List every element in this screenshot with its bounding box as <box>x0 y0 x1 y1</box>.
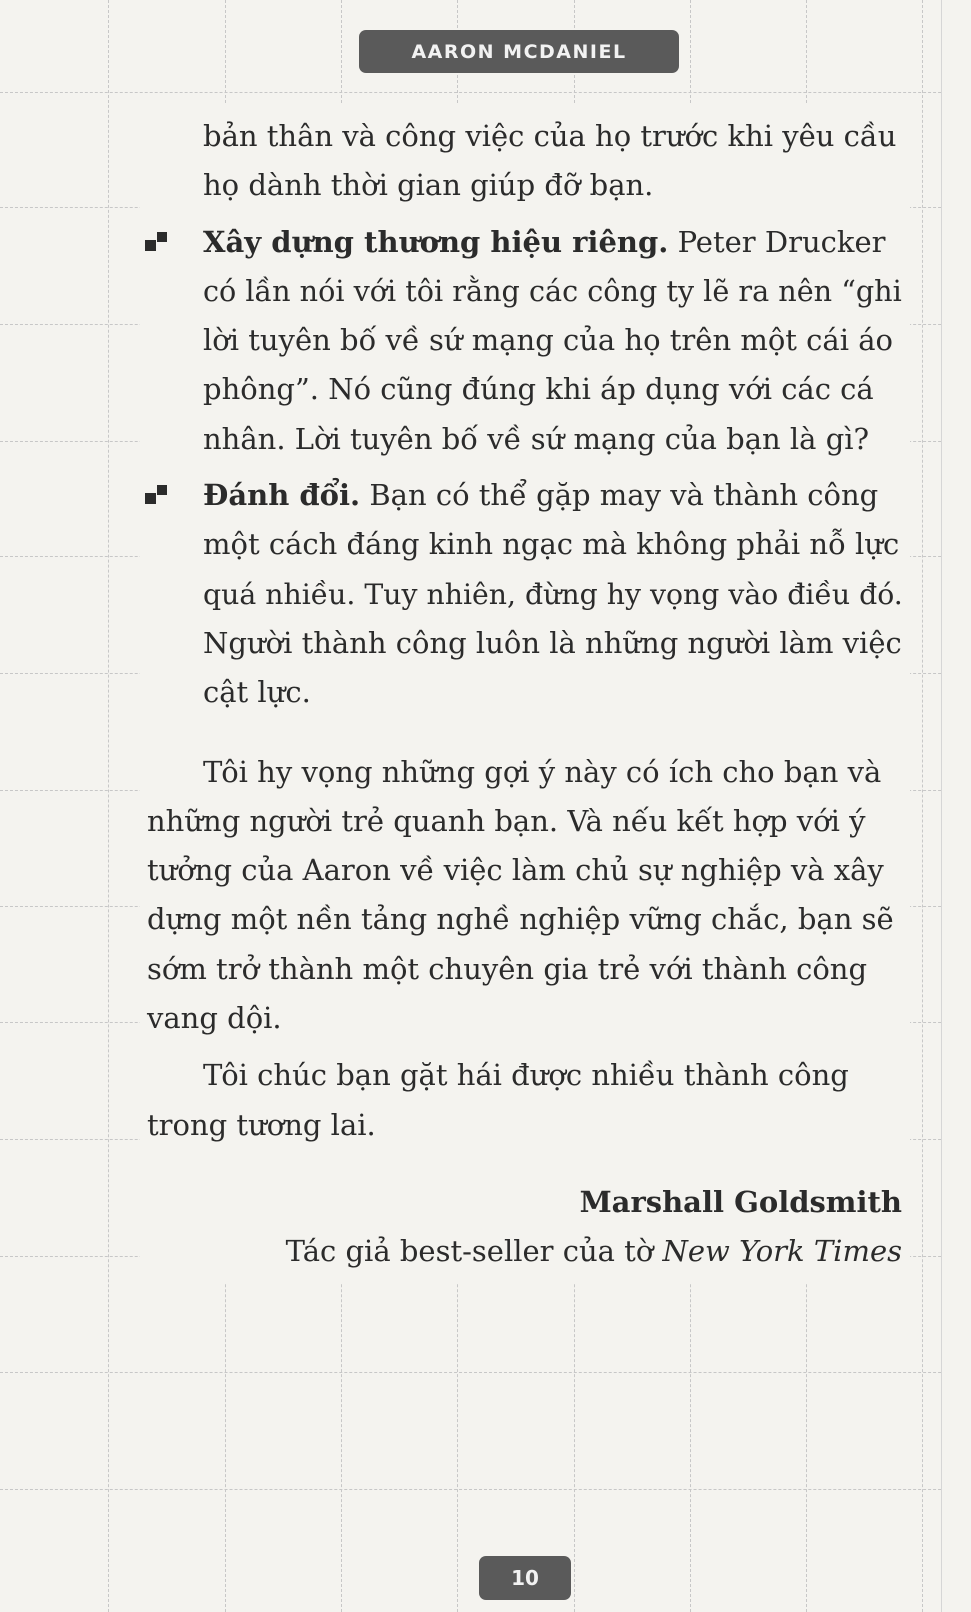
bullet-heading: Đánh đổi. <box>203 478 361 513</box>
text-line: Tôi hy vọng những gợi ý này có ích cho bạn và <box>203 754 882 789</box>
page-number-badge <box>479 1556 571 1600</box>
page-body <box>147 112 902 1277</box>
text-line: Tôi chúc bạn gặt hái được nhiều thành công <box>203 1058 849 1093</box>
page-number: 10 <box>511 1566 539 1590</box>
signature-name: Marshall Goldsmith <box>579 1184 902 1219</box>
bullet-heading: Xây dựng thương hiệu riêng. <box>203 224 669 259</box>
text-line: tưởng của Aaron về việc làm chủ sự nghiệp và xây <box>147 853 884 888</box>
text-line: phông”. Nó cũng đúng khi áp dụng với các cá <box>203 372 874 407</box>
text-line: có lần nói với tôi rằng các công ty lẽ ra nên “ghi <box>203 273 902 308</box>
bullet-first-line <box>147 218 902 267</box>
running-title: AARON MCDANIEL <box>411 40 627 63</box>
text-line: những người trẻ quanh bạn. Và nếu kết hợp với ý <box>147 803 866 838</box>
signature-title-prefix: Tác giả best-seller của tờ <box>285 1234 663 1269</box>
signature-block <box>147 1178 902 1277</box>
intro-tail <box>147 112 902 211</box>
bullet-icon <box>145 485 167 505</box>
bullet-icon <box>145 232 167 252</box>
running-header <box>359 30 679 73</box>
text-line: dựng một nền tảng nghề nghiệp vững chắc, bạn sẽ <box>147 902 894 937</box>
bullet-item-personal-brand <box>147 218 902 464</box>
text-line: quá nhiều. Tuy nhiên, đừng hy vọng vào điều đó. <box>203 577 903 611</box>
bullet-first-line <box>147 471 902 520</box>
signature-title-publication: New York Times <box>662 1234 902 1269</box>
text-line: Người thành công luôn là những người làm việc <box>203 625 902 660</box>
text-line: lời tuyên bố về sứ mạng của họ trên một cái áo <box>203 323 893 358</box>
bullet-text: Peter Drucker <box>668 224 886 259</box>
text-line: nhân. Lời tuyên bố về sứ mạng của bạn là gì? <box>203 421 870 456</box>
bullet-text: Bạn có thể gặp may và thành công <box>360 478 879 513</box>
text-line: vang dội. <box>147 1001 282 1036</box>
text-line: cật lực. <box>203 675 311 710</box>
text-line: trong tương lai. <box>147 1107 376 1142</box>
text-line: bản thân và công việc của họ trước khi yêu cầu <box>203 119 897 153</box>
text-line: họ dành thời gian giúp đỡ bạn. <box>203 168 654 203</box>
text-line: một cách đáng kinh ngạc mà không phải nỗ lực <box>203 527 900 562</box>
text-line: sớm trở thành một chuyên gia trẻ với thành công <box>147 951 868 986</box>
page-edge <box>941 0 971 1612</box>
paragraph-wish <box>147 1051 902 1150</box>
bullet-item-tradeoff <box>147 471 902 717</box>
paragraph-hope <box>147 748 902 1044</box>
signature-title <box>147 1227 902 1276</box>
